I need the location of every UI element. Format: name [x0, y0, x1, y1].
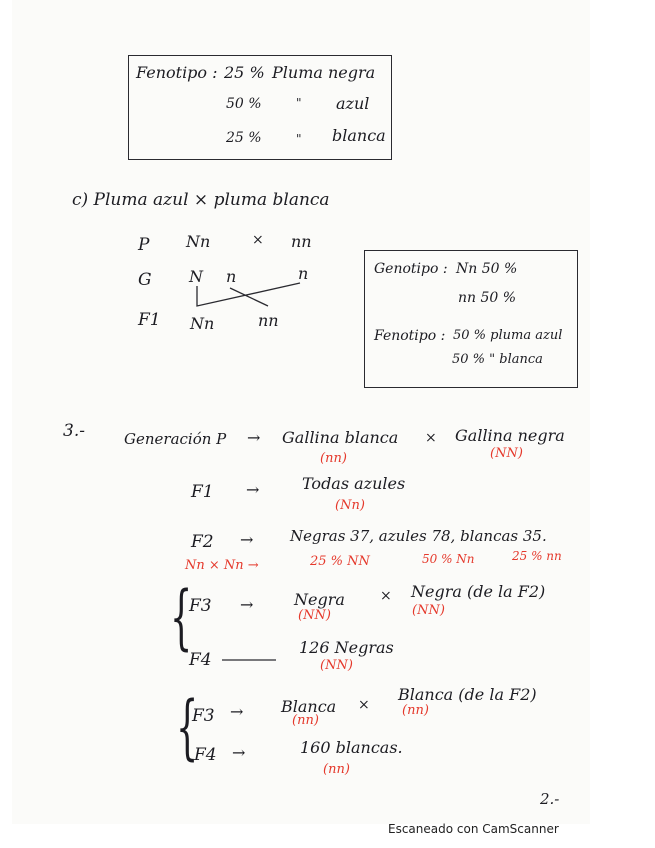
- f2-cross-red: Nn × Nn →: [185, 558, 259, 573]
- hen-white: Gallina blanca: [282, 428, 399, 447]
- f3b-left: Blanca: [281, 697, 337, 716]
- gamete-2: n: [226, 267, 237, 286]
- f2-arrow: →: [240, 530, 254, 549]
- brace-white-cross: {: [176, 686, 199, 768]
- phenotype-text-1: Pluma negra: [272, 63, 376, 82]
- gen-p-cross: ×: [425, 430, 437, 446]
- f3a-right: Negra (de la F2): [411, 582, 546, 601]
- genotype-1: Nn 50 %: [456, 261, 518, 277]
- phenotype-text-2: azul: [336, 94, 370, 113]
- f2-gen-label: F2: [191, 532, 214, 552]
- generation-p-label: Generación P: [124, 430, 227, 448]
- f3a-cross: ×: [380, 588, 392, 604]
- camscanner-footer: Escaneado con CamScanner: [388, 822, 559, 836]
- f1-genotype-1: Nn: [190, 314, 215, 333]
- f3b-right: Blanca (de la F2): [398, 685, 537, 704]
- f4b-text: 160 blancas.: [300, 738, 403, 757]
- f4a-label: F4: [189, 650, 212, 670]
- phenotype-text-3: blanca: [332, 126, 386, 145]
- f4b-genotype: (nn): [323, 762, 350, 777]
- phenotype-pct-1: 25 %: [224, 63, 265, 82]
- hen-black: Gallina negra: [455, 426, 565, 445]
- f3a-label: F3: [189, 596, 212, 616]
- f4a-genotype: (NN): [320, 658, 353, 673]
- f1-arrow: →: [246, 480, 260, 499]
- f4b-label: F4: [194, 745, 217, 765]
- f3a-arrow: →: [240, 595, 254, 614]
- f1-text: Todas azules: [302, 474, 406, 493]
- f1-label: F1: [138, 310, 161, 330]
- box-phenotype-2: 50 % " blanca: [452, 352, 543, 367]
- p-right-genotype: nn: [291, 232, 312, 251]
- f3b-left-genotype: (nn): [292, 713, 319, 728]
- f2-pct-NN: 25 % NN: [310, 554, 370, 569]
- genotype-label: Genotipo :: [374, 261, 448, 277]
- f1-gen-label: F1: [191, 482, 214, 502]
- f4a-text: 126 Negras: [299, 638, 394, 657]
- box-phenotype-1: 50 % pluma azul: [453, 328, 563, 343]
- f1-gen-genotype: (Nn): [335, 498, 365, 513]
- brace-black-cross: {: [170, 576, 193, 658]
- phenotype-ditto-2: ": [296, 96, 302, 110]
- f3a-right-genotype: (NN): [412, 603, 445, 618]
- page-number: 2.-: [540, 790, 560, 808]
- phenotype-label: Fenotipo :: [136, 63, 218, 82]
- f3b-label: F3: [192, 706, 215, 726]
- g-label: G: [138, 270, 152, 290]
- gen-p-arrow: →: [247, 428, 261, 447]
- genotype-2: nn 50 %: [458, 290, 517, 306]
- hen-black-genotype: (NN): [490, 446, 523, 461]
- hen-white-genotype: (nn): [320, 451, 347, 466]
- phenotype-pct-2: 50 %: [226, 96, 262, 112]
- f3b-cross: ×: [358, 697, 370, 713]
- f1-genotype-2: nn: [258, 311, 279, 330]
- f3b-arrow: →: [230, 702, 244, 721]
- f4b-arrow: →: [232, 743, 246, 762]
- f2-text: Negras 37, azules 78, blancas 35.: [290, 527, 547, 545]
- phenotype-ditto-3: ": [296, 132, 302, 146]
- f2-pct-Nn: 50 % Nn: [422, 552, 475, 566]
- gamete-1: N: [189, 267, 203, 286]
- p-cross: ×: [252, 232, 264, 248]
- part-c-heading: c) Pluma azul × pluma blanca: [72, 190, 330, 210]
- f2-pct-nn: 25 % nn: [512, 549, 562, 563]
- box-phenotype-label: Fenotipo :: [374, 328, 446, 344]
- f3a-left-genotype: (NN): [298, 608, 331, 623]
- phenotype-pct-3: 25 %: [226, 130, 262, 146]
- p-label: P: [138, 235, 150, 255]
- section-number: 3.-: [63, 421, 85, 441]
- gamete-3: n: [298, 264, 309, 283]
- f3b-right-genotype: (nn): [402, 703, 429, 718]
- f3a-left: Negra: [294, 590, 345, 609]
- p-left-genotype: Nn: [186, 232, 211, 251]
